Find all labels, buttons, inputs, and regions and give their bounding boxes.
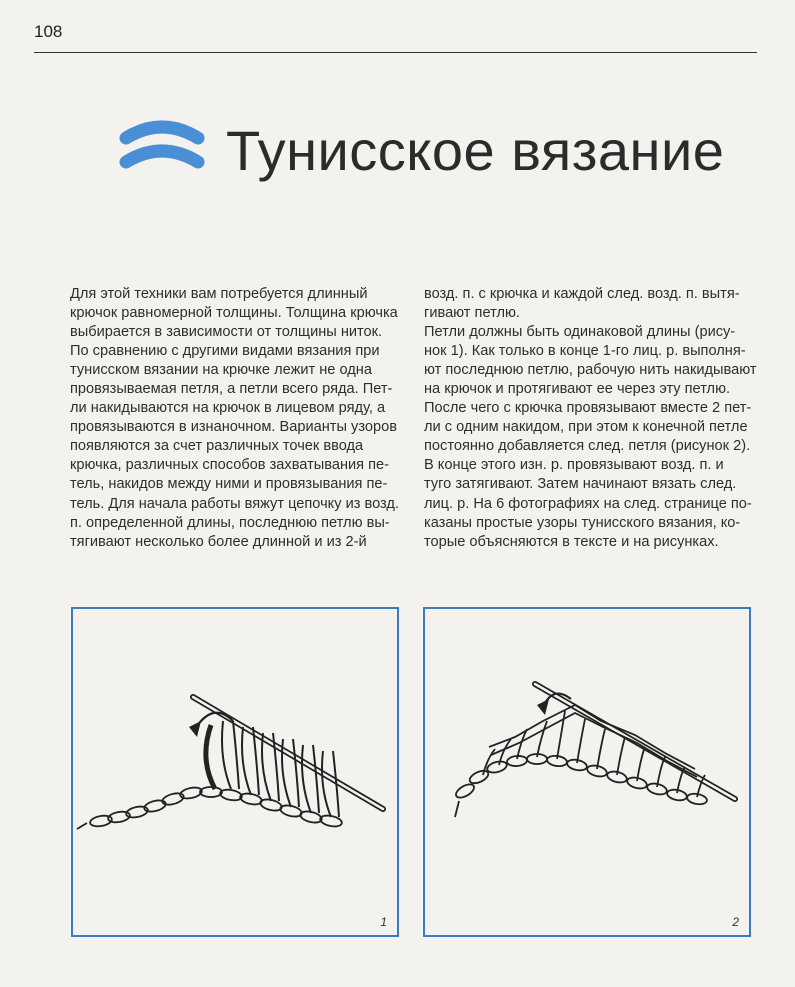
working-yarn bbox=[206, 725, 215, 789]
figure-1-illustration bbox=[73, 609, 397, 935]
page-title: Тунисское вязание bbox=[226, 119, 725, 182]
text-line: крючка, различных способов захватывания пе- bbox=[70, 457, 390, 474]
text-line: гивают петлю. bbox=[424, 305, 520, 322]
text-line: п. определенной длины, последнюю петлю вы- bbox=[70, 514, 390, 531]
text-line: туго затягивают. Затем начинают вязать след. bbox=[424, 476, 737, 493]
text-line: провязываются в изнаночном. Варианты узоров bbox=[70, 419, 397, 436]
text-line: Для этой техники вам потребуется длинный bbox=[70, 286, 368, 302]
text-column-left bbox=[70, 285, 406, 552]
header-rule bbox=[34, 52, 757, 53]
text-line: возд. п. с крючка и каждой след. возд. п. вытя- bbox=[424, 286, 740, 302]
page-number: 108 bbox=[34, 22, 63, 41]
blue-arches-icon bbox=[116, 118, 208, 176]
text-line: Петли должны быть одинаковой длины (рису- bbox=[424, 324, 736, 341]
direction-arrow bbox=[195, 713, 233, 729]
text-line: провязываемая петля, а петли всего ряда. Пет- bbox=[70, 381, 393, 398]
loops-on-hook bbox=[222, 721, 339, 817]
text-line: В конце этого изн. р. провязывают возд. п. и bbox=[424, 457, 724, 474]
text-line: лиц. р. На 6 фотографиях на след. странице по- bbox=[424, 495, 752, 512]
figure-2-illustration bbox=[425, 609, 749, 935]
figure-1 bbox=[71, 607, 399, 937]
text-line: ют последнюю петлю, рабочую нить накидывают bbox=[424, 362, 757, 379]
figure-number: 1 bbox=[380, 915, 387, 929]
text-line: ли с одним накидом, при этом к конечной петле bbox=[424, 419, 748, 436]
text-line: тель. Для начала работы вяжут цепочку из возд. bbox=[70, 495, 399, 512]
text-line: По сравнению с другими видами вязания при bbox=[70, 343, 380, 360]
figure-number: 2 bbox=[732, 915, 739, 929]
text-line: крючок равномерной толщины. Толщина крючка bbox=[70, 305, 398, 322]
text-line: тягивают несколько более длинной и из 2-й bbox=[70, 533, 367, 550]
text-line: появляются за счет различных точек ввода bbox=[70, 438, 364, 455]
text-line: постоянно добавляется след. петля (рисунок 2). bbox=[424, 438, 751, 455]
text-line: на крючок и протягивают ее через эту петлю. bbox=[424, 381, 731, 398]
text-line: тель, накидов между ними и провязывания пе- bbox=[70, 476, 388, 493]
text-line: торые объясняются в тексте и на рисунках. bbox=[424, 533, 719, 550]
figure-2 bbox=[423, 607, 751, 937]
text-line: нок 1). Как только в конце 1-го лиц. р. выполня- bbox=[424, 343, 746, 360]
text-column-right bbox=[424, 285, 760, 552]
text-line: казаны простые узоры тунисского вязания, ко- bbox=[424, 514, 741, 531]
text-line: выбирается в зависимости от толщины ниток. bbox=[70, 324, 383, 341]
text-line: тунисском вязании на крючке лежит не одна bbox=[70, 362, 372, 379]
text-line: После чего с крючка провязывают вместе 2 пет- bbox=[424, 400, 752, 417]
chain-stitches bbox=[77, 786, 343, 829]
text-line: ли накидываются на крючок в лицевом ряду, а bbox=[70, 400, 386, 417]
